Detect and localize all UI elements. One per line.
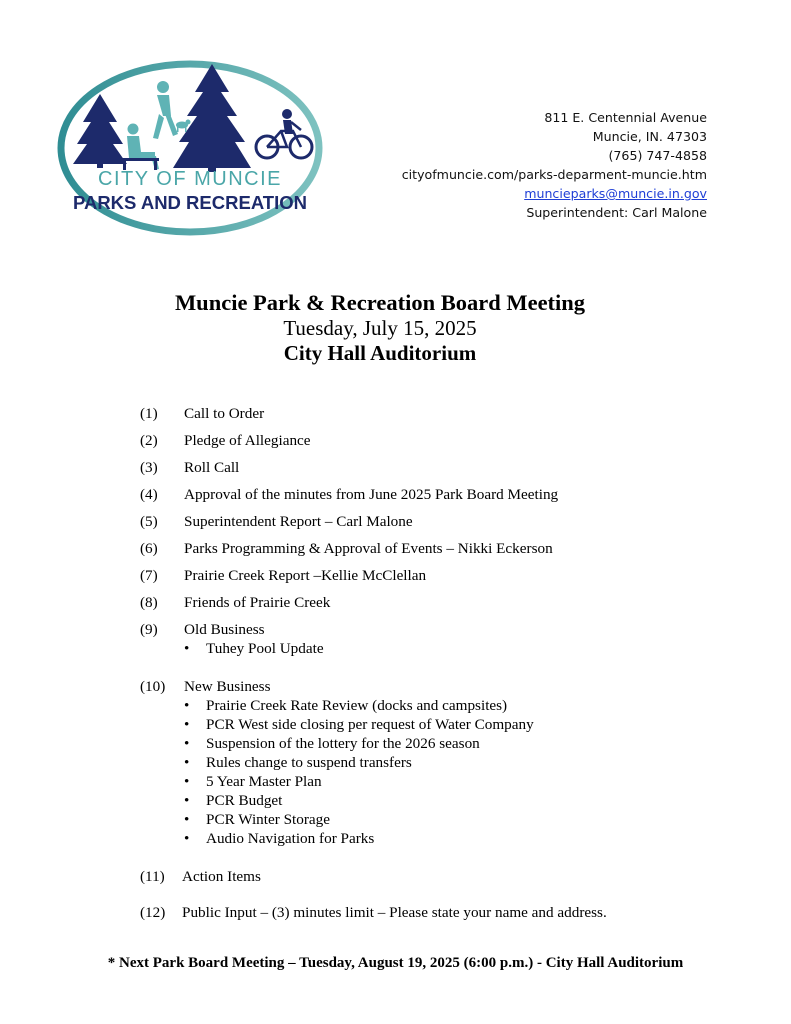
agenda-label: Parks Programming & Approval of Events – Nikki Eckerson	[184, 540, 553, 557]
street-address: 811 E. Centennial Avenue	[544, 110, 707, 125]
superintendent-line: Superintendent: Carl Malone	[526, 205, 707, 220]
email-link[interactable]: muncieparks@muncie.in.gov	[524, 186, 707, 201]
agenda-number: (8)	[140, 594, 158, 611]
sub-item: • Tuhey Pool Update	[206, 640, 324, 658]
logo-line-1: CITY OF MUNCIE	[98, 168, 282, 190]
walker-icon	[153, 81, 178, 139]
contact-block	[402, 108, 707, 222]
agenda-label: New Business	[184, 678, 271, 695]
sub-item: • Suspension of the lottery for the 2026 season	[206, 735, 480, 753]
agenda-number: (12)	[140, 904, 166, 921]
phone-number: (765) 747-4858	[608, 148, 707, 163]
meeting-title: Muncie Park & Recreation Board Meeting	[174, 290, 586, 315]
sub-item: • Audio Navigation for Parks	[206, 830, 374, 848]
cyclist-icon	[256, 109, 312, 158]
website-url: cityofmuncie.com/parks-deparment-muncie.htm	[401, 167, 707, 182]
agenda-number: (4)	[140, 486, 158, 503]
agenda-number: (2)	[140, 432, 158, 449]
meeting-date: Tuesday, July 15, 2025	[283, 316, 477, 340]
city-state-zip: Muncie, IN. 47303	[592, 129, 707, 144]
agenda-number: (6)	[140, 540, 158, 557]
agenda-number: (5)	[140, 513, 158, 530]
agenda-label: Call to Order	[184, 405, 265, 422]
agenda-number: (1)	[140, 405, 158, 422]
sub-item: • PCR Budget	[206, 792, 282, 810]
agenda-number: (9)	[140, 621, 158, 638]
agenda-label: Public Input – (3) minutes limit – Please state your name and address.	[182, 904, 607, 921]
agenda-number: (7)	[140, 567, 158, 584]
agenda-number: (11)	[140, 868, 165, 885]
agenda-label: Friends of Prairie Creek	[184, 594, 331, 611]
agenda-number: (3)	[140, 459, 158, 476]
sub-item: • Rules change to suspend transfers	[206, 754, 412, 772]
sub-item: • PCR Winter Storage	[206, 811, 330, 829]
person-on-bench-icon	[121, 124, 159, 171]
agenda-label: Superintendent Report – Carl Malone	[184, 513, 413, 530]
logo-line-2: PARKS AND RECREATION	[73, 192, 307, 213]
meeting-location: City Hall Auditorium	[283, 341, 477, 365]
parks-logo	[55, 58, 325, 238]
agenda-label: Old Business	[184, 621, 265, 638]
agenda-label: Action Items	[182, 868, 261, 885]
sub-item: • 5 Year Master Plan	[206, 773, 322, 791]
agenda-number: (10)	[140, 678, 166, 695]
next-meeting-note: * Next Park Board Meeting – Tuesday, August 19, 2025 (6:00 p.m.) - City Hall Auditorium	[107, 955, 684, 971]
agenda-label: Approval of the minutes from June 2025 Park Board Meeting	[184, 486, 559, 503]
pine-tree-icon	[173, 64, 251, 172]
sub-item: • Prairie Creek Rate Review (docks and campsites)	[206, 697, 507, 715]
agenda-label: Prairie Creek Report –Kellie McClellan	[184, 567, 427, 584]
sub-item: • PCR West side closing per request of Water Company	[206, 716, 534, 734]
agenda-label: Roll Call	[184, 459, 240, 476]
agenda-label: Pledge of Allegiance	[184, 432, 311, 449]
